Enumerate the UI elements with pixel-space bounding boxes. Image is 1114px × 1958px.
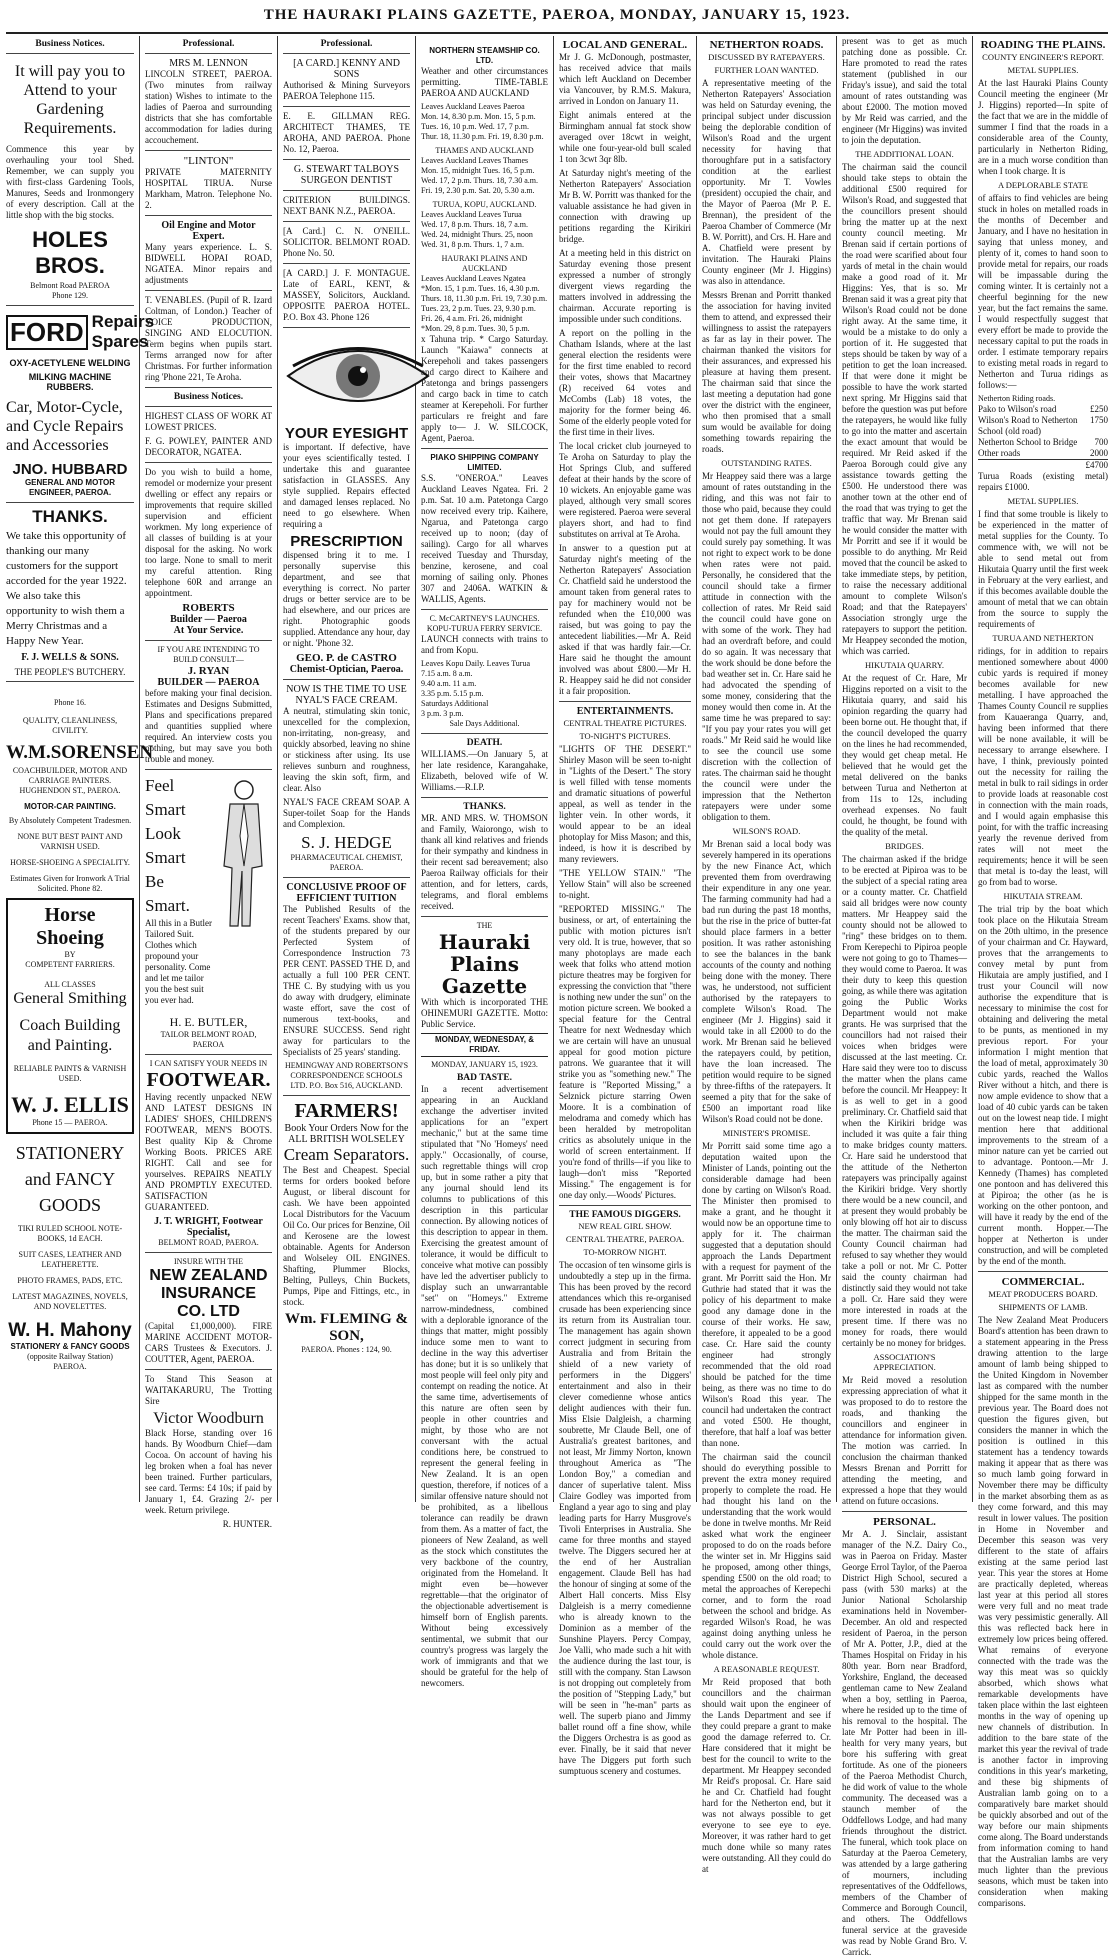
- nyal-heading: NOW IS THE TIME TO USE NYAL'S FACE CREAM.: [286, 684, 407, 706]
- entertainments-sub: CENTRAL THEATRE PICTURES.: [563, 718, 687, 728]
- section-heading: Business Notices.: [173, 392, 244, 402]
- smart-body: All this in a Butler Tailored Suit. Clothes which propound your personality. Come and let me tailor you the best suit you ever had.: [145, 918, 212, 1005]
- eyesight-heading: YOUR EYESIGHT: [284, 425, 409, 442]
- lennon-body: LINCOLN STREET, PAEROA. (Two minutes from railway station) Wishes to intimate to the ladies of Paeroa and surrounding districts that she has comfortable accommodation for ladies during accouchement.: [145, 69, 272, 145]
- gillman-ad: E. E. GILLMAN REG. ARCHITECT THAMES, TE AROHA, AND PAEROA. Phone No. 12, Paeroa.: [283, 111, 410, 154]
- entertainments-tonight: TO-NIGHT'S PICTURES.: [579, 731, 671, 741]
- timetable-kopu: Leaves Kopu Daily. Leaves Turua 7.15 a.m. 8 a.m. 9.40 a.m. 11 a.m. 3.35 p.m. 5.15 p.m. Saturdays Additional 3 p.m. 3 p.m.: [421, 659, 531, 718]
- subheading: THE ADDITIONAL LOAN.: [855, 149, 954, 159]
- column-divider: [696, 36, 697, 1502]
- holes-bros-address: Belmont Road PAEROA: [30, 281, 110, 290]
- local-general-heading: LOCAL AND GENERAL.: [562, 39, 688, 51]
- roberts-name: ROBERTS: [182, 602, 235, 614]
- column-shipping: [417, 36, 552, 1688]
- roading-sub: COUNTY ENGINEER'S REPORT.: [982, 52, 1104, 62]
- ford-ad: [6, 312, 155, 352]
- sorensen-line: HUGHENDON ST., PAEROA.: [19, 786, 121, 795]
- tailored-man-illustration: [212, 776, 272, 936]
- article-paragraph: ridings, for in addition to repairs mentioned somewhere about 4000 cubic yards is required if money becomes available for new metalling. I have approached the Thames County Council re supplies from Kauaeranga Quarry, and, having been informed that there will be none available, it will be necessary to arrange elsewhere. I have, I think, previously pointed out the necessity for railing the metal in bulk to rail sidings in order to provide loads at reasonable cost in connection with the main roads, and I would again emphasise this point, for with the traffic increasing yearly the revenue derived from rates will not meet the requirements; hence it will be seen that metal is to-day the least, will go from bad to worse.: [978, 646, 1108, 887]
- sorensen-line: NONE BUT BEST PAINT AND VARNISH USED.: [17, 832, 123, 851]
- roberts-sub: At Your Service.: [173, 625, 244, 636]
- smart-line: Look Smart: [145, 824, 186, 867]
- commercial-heading: COMMERCIAL.: [1001, 1276, 1085, 1288]
- column-divider: [139, 36, 140, 1502]
- ryan-sub: BUILDER — PAEROA: [157, 677, 260, 688]
- news-item: Eight animals entered at the Birmingham annual fat stock show averaged over 18cwt in weight, while one four-year-old bull scaled 1 ton 3cwt 3qr 8lb.: [559, 110, 691, 164]
- venables-ad: T. VENABLES. (Pupil of R. Izard Coltman, of London.) Teacher of VOICE PRODUCTION, SINGING AND ELOCUTION. Term begins when pupils start. Terms arranged now for after Christmas. For further information ring 'Phone 221, Te Aroha.: [145, 295, 272, 382]
- subheading: TURUA AND NETHERTON: [992, 633, 1094, 643]
- column-netherton-continued: [838, 36, 971, 1957]
- hauraki-note: x Tahuna trip. * Cargo Saturday. Launch "Kaiawa" connects at Kerepeholi and takes passengers and cargo direct to Kaihere and Patetonga and brings passengers and cargo back in time to catch steamer at Kerepeholi. For further particulars re freight and fare apply to— J. W. SILCOCK, Agent, Paeroa.: [421, 334, 548, 443]
- wells-name: F. J. WELLS & SONS.: [21, 652, 119, 663]
- column-divider: [972, 36, 973, 1502]
- column-local-general: [555, 36, 695, 1776]
- article-paragraph: Mr A. J. Sinclair, assistant manager of the N.Z. Dairy Co., was in Paeroa on Friday. Master George Errol Taylor, of the Paeroa District High School, secured a pass (with 530 marks) at the Junior National Scholarship examinations held in November-December. An old and respected resident of Paeroa, in the person of Mr A. Potter, J.P., died at the Thames Hospital on Friday in his 80th year. Born near Bradford, Yorkshire, England, the deceased gentleman came to New Zealand when a boy, settling in Paeroa, where he resided up to the time of his removal to the hospital. The late Mr Potter had been in ill-health for very many years, but bore his suffering with great fortitude. As one of the pioneers of the Paeroa Methodist Church, he did work of value to the whole community. The deceased was a staunch member of the Oddfellows Lodge, and had many friends throughout the district. The funeral, which took place on Saturday at the Paeroa Cemetery, was attended by a large gathering of mourners, including representatives of the Oddfellows, members of the Chamber of Commerce and Borough Council, and others. The Oddfellows funeral service at the graveside was read by Noble Grand Bro. V. Carrick.: [842, 1529, 967, 1957]
- subheading: METAL SUPPLIES.: [1007, 496, 1079, 506]
- nyal-soap: NYAL'S FACE CREAM SOAP. A Super-toilet Soap for the Hands and Complexion.: [283, 797, 410, 829]
- gazette-sub: With which is incorporated THE OHINEMURI GAZETTE. Motto: Public Service.: [421, 997, 548, 1029]
- subheading: HIKUTAIA STREAM.: [1003, 891, 1083, 901]
- insure-head: INSURE WITH THE: [173, 1257, 244, 1266]
- riding-heading: Netherton Riding roads.: [978, 394, 1056, 403]
- article-paragraph: present was to get as much patching done as possible. Cr. Hare promoted to read the rates statement (published in our Friday's issue), and said the total amount of rates outstanding was about £2000. The motion moved by Mr Reid was carried, and the engineer (Mr Higgins) was invited to join the deputation.: [842, 36, 967, 145]
- montague-ad: [A CARD.] J. F. MONTAGUE. Late of EARL, KENT, & MASSEY, Solicitors, Auckland. OPPOSITE PAEROA HOTEL. P.O. Box 43. Phone 126: [283, 268, 410, 322]
- powley-head: HIGHEST CLASS OF WORK AT LOWEST PRICES.: [145, 411, 272, 432]
- article-paragraph: At the last Hauraki Plains County Council meeting the engineer (Mr J. Higgins) reported—In spite of the fact that we are in the middle of summer I find that the roads in a considerable area of the County, particularly in Netherton Riding, are in a much worse condition than when I took charge. It is: [978, 78, 1108, 176]
- holes-bros-name: HOLES BROS.: [32, 227, 108, 278]
- section-heading: Business Notices.: [35, 39, 105, 49]
- diggers-heading: THE FAMOUS DIGGERS.: [569, 1210, 681, 1220]
- smart-line: Be Smart.: [145, 872, 190, 915]
- diggers-sub: CENTRAL THEATRE, PAEROA.: [565, 1234, 685, 1244]
- hubbard-sub: GENERAL AND MOTOR ENGINEER, PAEROA.: [24, 478, 116, 497]
- estimate-table: [978, 404, 1108, 471]
- article-paragraph: Mr Porritt said some time ago a deputation waited upon the Minister of Lands, pointing out the considerable damage had been done by carting on Wilson's Road. The Minister then promised to make a grant, and he thought it would now be an opportune time to apply for it. The chairman suggested that a deputation should approach the Lands Department with a request for payment of the grant. Mr Porritt said the Hon. Mr Guthrie had stated that it was the policy of his department to make good any damage done in the course of their works. He saw, therefore, it appealed to be a good case. Cr. Hare said the county engineer had strongly recommended that the old road should be patched for the time being, as there was no time to do Wilson's Road this year. The council had undertaken the contract and voted £500. He thought, therefore, that half a loaf was better than none.: [702, 1141, 831, 1448]
- subheading: MEAT PRODUCERS BOARD.: [988, 1289, 1098, 1299]
- car-repairs: Car, Motor-Cycle, and Cycle Repairs and Accessories: [6, 399, 124, 454]
- hedge-sub: PHARMACEUTICAL CHEMIST, PAEROA.: [290, 853, 403, 872]
- article-paragraph: The chairman said the council should take steps to obtain the additional £500 required for Wilson's Road, and suggested that the councillors present should bring the matter up at the next county council meeting. Mr Brenan said if certain portions of the road were scarified about four yards of metal in the chain would make a good road of it. Mr Higgins: Yes, that is so. Mr Brenan said it was a great pity that Wilson's Road could not be done right away. At the same time, it would be a mistake to do only a portion of it. He suggested that steps should be taken by way of a petition to get the loan increased. If that were done it might be possible to have the work started next spring. Mr Higgins said that before the question was put before the ratepayers, he would like fully to go into the matter and ascertain the exact amount that would be required. Mr Reid asked if the Paeroa Borough could give any assistance towards getting the £500. He understood there was another town at the other end of the road that was trying to get the traffic that way. Mr Brenan said he would consider the matter with Mr Porritt and see if it would be possible to do anything. Mr Reid moved that the council be asked to take immediate steps, by petition, to raise the necessary additional amount to complete Wilson's Road; and that the Ratepayers' Association strongly urge the ratepayers to support the petition. Mr Heappey seconded the motion, which was carried.: [842, 162, 967, 656]
- criterion-ad: CRITERION BUILDINGS. NEXT BANK N.Z., PAEROA.: [283, 195, 410, 216]
- thanks-heading: THANKS.: [32, 507, 108, 526]
- article-paragraph: Mr Brenan said a local body was severely hampered in its operations by the new Finance Act, which prevented them from overdrawing their expenditure in any one year. The farming community had had a bad run during the past 18 months, but the rise in the price of butter-fat should place farmers in a better position. It was rather astonishing to see the balances in the bank accounts of the county and nothing being done with the money. There was, he understood, not sufficient authorised by the ratepayers to complete Wilson's Road. The engineer (Mr J. Higgins) said it would take in all £2000 to do the work. Mr Brenan said he believed the ratepayers could, by petition, have the loan increased. The petition would require to be signed by three-fifths of the ratepayers. It seemed a pity that for the sake of £500 an important road like Wilson's Road could not be done.: [702, 839, 831, 1124]
- all-classes: ALL CLASSES: [44, 980, 96, 989]
- garden-ad-headline: It will pay you to Attend to your Gardening Requirements.: [14, 63, 126, 137]
- netherton-sub: DISCUSSED BY RATEPAYERS.: [708, 52, 825, 62]
- article-paragraph: At the request of Cr. Hare, Mr Higgins reported on a visit to the Hikutaia quarry, and said his opinion regarding the quarry had been borne out. He thought that, if the council developed the quarry on the lines he had recommended, they would get cheap metal. He believed that he would get the metal delivered on the banks between Turua and Netherton at from 11s to 12s, including overhead expenses. No fault could, he thought, be found with the quality of the metal.: [842, 673, 967, 837]
- ellis-phone: Phone 15 — PAEROA.: [32, 1118, 108, 1127]
- horse-shoeing-title: Horse Shoeing: [36, 904, 104, 949]
- article-paragraph: I find that some trouble is likely to be experienced in the matter of metal supplies for the County. To commence with, we will not be able to send metal out from Hikutaia Quarry until the first week in February at the very earliest, and if this becomes available double the amount of metal that we can obtain from the source to supply the requirements of: [978, 509, 1108, 629]
- powley-ad: F. G. POWLEY, PAINTER AND DECORATOR, NGATEA.: [145, 436, 272, 457]
- news-item: In answer to a question put at Saturday night's meeting of the Netherton Ratepayers' Association Cr. Chatfield said he understood the amount taken from general rates to pay for machinery would not be refunded when the £10,000 was raised, but was going to pay the antecedent liabilities.—Mr A. Reid asked if that was hardly fair.—Cr. Hare said he thought the amount involved was about £800.—Mr H. R. Heappey said he did not consider it a fair proposition.: [559, 543, 691, 696]
- mahony-sub: STATIONERY & FANCY GOODS: [10, 1342, 130, 1351]
- table-row: Netherton School to Bridge 700: [978, 437, 1108, 447]
- subheading: HIKUTAIA QUARRY.: [865, 660, 944, 670]
- hedge-name: S. J. HEDGE: [301, 833, 392, 852]
- article-paragraph: Turua Roads (existing metal) repairs £1000.: [978, 471, 1108, 492]
- thames-heading: THAMES AND AUCKLAND: [435, 146, 534, 155]
- farmers-heading: FARMERS!: [294, 1100, 399, 1122]
- proof-heading: CONCLUSIVE PROOF OF EFFICIENT TUITION: [286, 882, 407, 904]
- butler-ad: [145, 774, 272, 1009]
- victor-body: Black Horse, standing over 16 hands. By Woodburn Chief—dam Cocoa. On account of having his leg broken when a foal has never been trained. Further particulars, see card. Terms: £4 10s; if paid by January 1, £4. Grazing 2/- per week. Return privilege.: [145, 1428, 272, 1515]
- subheading: SHIPMENTS OF LAMB.: [998, 1302, 1088, 1312]
- ellis-name: W. J. ELLIS: [11, 1092, 129, 1117]
- subheading: A DEPLORABLE STATE: [998, 180, 1088, 190]
- thanks-body: We take this opportunity of thanking our many customers for the support accorded for the year 1922. We also take this opportunity to wish them a Merry Christmas and a Happy New Year.: [6, 530, 127, 647]
- section-heading: Professional.: [182, 39, 235, 49]
- hunter-signature: R. HUNTER.: [222, 1519, 272, 1529]
- piako-body: S.S. "ONEROA." Leaves Auckland Leaves Ngatea. Fri. 2 p.m. Sat. 10 a.m. Patetonga Cargo now received every trip. Kaihere, Ngarua, and Patetonga cargo received up to noon; (day of sailing). Cargo for all wharves received Tuesday and Thursday, benzine, kerosene, and coal morning of sailing only. Phones 307 and 2406A. WATKIN & WALLIS, Agents.: [421, 473, 548, 604]
- mahony-name: W. H. Mahony: [8, 1320, 132, 1341]
- gazette-nameplate: Hauraki Plains Gazette: [438, 930, 531, 998]
- article-paragraph: Mr Reid moved a resolution expressing appreciation of what it was proposed to do to restore the roads, and thanking the councillors and engineer in attendance for information given. The motion was carried. In conclusion the chairman thanked Messrs Brenan and Porritt for attending the meeting, and expressed a hope that they would attend on future occasions.: [842, 1375, 967, 1506]
- gazette-the: THE: [476, 921, 493, 930]
- butler-sub: TAILOR BELMONT ROAD, PAEROA: [160, 1030, 257, 1049]
- nz-insurance-name: NEW ZEALAND INSURANCE CO. LTD: [149, 1267, 268, 1320]
- subheading: MINISTER'S PROMISE.: [722, 1128, 811, 1138]
- lennon-name: MRS M. LENNON: [169, 58, 248, 69]
- article-paragraph: The chairman said the council should do everything possible to prevent the extra money required properly to complete the road. He had thought his land on the understanding that the work would be done in twelve months. Mr Reid asked what work the engineer proposed to do on the roads before the winter set in. Mr Higgins said he proposed, among other things, spending £500 on the old road; to metal the approaches of Kerepechi corner, and to form the road between the school and bridge. As regarded Wilson's Road, he was against doing anything unless he could carry out the work over the whole distance.: [702, 1452, 831, 1660]
- diggers-body: The occasion of ten winsome girls is undoubtedly a step up in the firma. This has been proved by the record attendances which this re-organised crusade has been experiencing since its return from its Australian tour. The management has again shown correct judgment in securing from Australia and from Britain the shield of a new variety of performers in the Diggers' entertainment and also in their clever comedienne whose antics delight audiences with their fun. Miss Elsie Dalgleish, a charming soubrette, Mr Claude Bell, one of Australia's greatest baritones, and not least, Mr Jimmy Norton, known throughout America as "The London Boy," a comedian and dancer of superlative talent. Miss Claire Godley was imported from England a year ago to sing and play leading parts for Harry Musgrove's Tivoli Enterprises in Australia. She came for three months and stayed twelve. The Diggers secured her at the end of her Australian engagement. Claude Bell has had the honour of singing at some of the Albert Hall concerts. Miss Elsy Dalgleish is a merry comedienne who is already known to the Dominion as a member of the Sunshine Players. Percy Compay, Joe Valli, who made such a hit with the audience during the last tour, is still with the company. Stan Lawson is not dropping out completely from the position of "Stepping Lady," but will be seen in "he-man" parts as well. The superb piano and Jimmy ballet round off a fine show, while the Diggers Orchestra is as good as ever. Finally, be it said that never have The Diggers put forth such sumptuous scenery and costumes.: [559, 1260, 691, 1776]
- talboys-name: G. STEWART TALBOYS SURGEON DENTIST: [293, 164, 400, 186]
- subheading: ASSOCIATION'S APPRECIATION.: [873, 1352, 936, 1372]
- subheading: OUTSTANDING RATES.: [721, 458, 812, 468]
- entertainment-item: "THE YELLOW STAIN." "The Yellow Stain" will also be screened to-night.: [559, 868, 691, 900]
- personal-heading: PERSONAL.: [873, 1516, 936, 1528]
- news-item: Mr J. G. McDonough, postmaster, has received advice that mails which left Auckland on December via Vancouver, by R.M.S. Makura, arrived in London on January 11.: [559, 52, 691, 106]
- subheading: METAL SUPPLIES.: [1007, 65, 1079, 75]
- ford-repairs: Repairs: [91, 312, 155, 331]
- table-row: Pako to Wilson's road £250: [978, 404, 1108, 414]
- sorensen-name: W.M.SORENSEN: [6, 742, 154, 763]
- wright-name: J. T. WRIGHT, Footwear Specialist,: [154, 1216, 263, 1238]
- ryan-name: J. RYAN: [187, 665, 230, 677]
- diggers-sub: TO-MORROW NIGHT.: [583, 1247, 667, 1257]
- stationery-line: PHOTO FRAMES, PADS, ETC.: [17, 1276, 123, 1285]
- roberts-body: Do you wish to build a home, remodel or modernize your present dwelling or effect any repairs or improvements that require skilled supervision and efficient workmen. My long experience of all classes of building is at your disposal for the asking. No work too large. None to small to merit my careful attention. Ring telephone 60R and arrange an appointment.: [145, 467, 272, 598]
- table-row: Other roads 2000: [978, 448, 1108, 458]
- milking-rubbers: MILKING MACHINE RUBBERS.: [28, 372, 112, 392]
- netherton-heading: NETHERTON ROADS.: [709, 39, 824, 51]
- news-item: At Saturday night's meeting of the Netherton Ratepayers' Association Mr B. W. Porritt was thanked for the valuable assistance he had given in connection with drawing up petitions regarding the Kirikiri bridge.: [559, 168, 691, 244]
- piako-heading: PIAKO SHIPPING COMPANY LIMITED.: [430, 453, 539, 472]
- gazette-date: MONDAY, JANUARY 15, 1923.: [431, 1060, 538, 1069]
- hubbard-name: JNO. HUBBARD: [12, 461, 128, 478]
- article-paragraph: The trial trip by the boat which took place on the Hikutaia Stream on the 20th ultimo, in the presence of your chairman and Cr. Hayward, proves that the arrangements to convey metal by punt from Hikutaia are amply justified, and I trust your Council will now authorise the expenditure that is necessary to minimise the cost for obtaining and delivering the metal to be punts, as mentioned in my previous report. For your information I might mention that the load of metal, approximately 30 cubic yards, reached the Wallos River without a hitch, and there is now ample evidence to show that a load of 40 cubic yards can be taken out on the lowest neap tide. I might mention here that additional improvements to the stream of a minor nature can yet be carried out to advantage. Pontoon.—Mr J. Kennedy (Thames) has completed one pontoon and has delivered this at Pipiroa; the other (as he is working on the other pontoon, and will have it ready by the end of the current month. Hopper.—The hopper at Netherton is under construction, and will be completed by the end of the month.: [978, 904, 1108, 1266]
- prescription-heading: PRESCRIPTION: [290, 533, 403, 550]
- timetable-turua: Leaves Auckland Leaves Turua Wed. 17, 8 p.m. Thurs. 18, 7 a.m. Wed. 24, midnight Thurs. 25, noon Wed. 31, 8 p.m. Thurs. 1, 7 a.m.: [421, 210, 533, 249]
- masthead-rule: [6, 32, 1108, 34]
- editorial-heading: BAD TASTE.: [456, 1073, 513, 1083]
- general-smithing: General Smithing: [13, 990, 127, 1007]
- thanks-heading: THANKS.: [463, 802, 506, 812]
- table-row: £4700: [978, 459, 1108, 471]
- entertainments-heading: ENTERTAINMENTS.: [576, 706, 674, 717]
- mahony-opposite: (opposite Railway Station): [27, 1352, 113, 1361]
- ford-spares: Spares: [91, 332, 149, 351]
- stationery-line: TIKI RULED SCHOOL NOTE-BOOKS, 1d EACH.: [17, 1224, 123, 1243]
- eyesight-body: is important. If defective, have your eyes scientifically tested. I undertake this and guarantee satisfaction in GLASSES. Any style supplied. Repairs effected and damaged lenses replaced. No need to go elsewhere. When requiring a: [283, 442, 410, 529]
- article-paragraph: A representative meeting of the Netherton Ratepayers' Association was held on Saturday evening, the principal subject under discussion being the deplorable condition of Wilson's Road and the urgent necessity for having that thoroughfare put in a satisfactory condition at the earliest opportunity. Mr T. Vowles (president) occupied the chair, and the Mayor of Paeroa (Mr P. E. Brennan), the president of the Paeroa Chamber of Commerce (Mr B. W. Porritt), and Crs. H. Hare and A. Chatfield were present by invitation. The Hauraki Plains County engineer (Mr J. Higgins) was also in attendance.: [702, 78, 831, 286]
- roading-heading: ROADING THE PLAINS.: [980, 39, 1106, 51]
- steamship-body: Weather and other circumstances permitting. TIME-TABLE PAEROA AND AUCKLAND: [421, 66, 548, 98]
- entertainment-item: "REPORTED MISSING." The business, or art, of entertaining the public with motion pictures isn't very old. It is true, however, that so many photoplays are made each week that folks who attend motion picture theatres may be forgiven for expressing the conviction that "there is nothing new under the sun" on the motion picture screen. We booked a special feature for the Central Theatre for next Wednesday which we are certain will have an unusual appeal for good motion picture patrons. We guarantee that it will strike you as "something new." The feature is "Reported Missing," a Selznick picture starring Owen Moore. It is a combination of melodrama and comedy which has been heralded by metropolitan critics as absolutely unique in the world of screen entertainment. If you're fond of thrills—if you like to laugh—don't miss "Reported Missing." The engagement is for one day only.—Woods' Pictures.: [559, 904, 691, 1200]
- diggers-sub: NEW REAL GIRL SHOW.: [578, 1221, 672, 1231]
- fleming-name: Wm. FLEMING & SON,: [285, 1311, 408, 1344]
- hemingway-name: HEMINGWAY AND ROBERTSON'S CORRESPONDENCE SCHOOLS LTD. P.O. Box 516, AUCKLAND.: [284, 1061, 409, 1090]
- column-divider: [415, 36, 416, 1502]
- death-heading: DEATH.: [466, 738, 503, 748]
- roberts-sub: Builder — Paeroa: [170, 614, 247, 625]
- mccartney-body: LAUNCH connects with trains to and from Kopu.: [421, 634, 548, 655]
- horse-shoeing-by: BY: [64, 950, 76, 959]
- column-professional: [141, 36, 276, 1529]
- quality-line: QUALITY, CLEANLINESS, CIVILITY.: [22, 716, 118, 735]
- death-body: WILLIAMS.—On January 5, at her late residence, Karangahake, Elizabeth, beloved wife of W. Williams.—R.I.P.: [421, 749, 548, 792]
- butchery-name: THE PEOPLE'S BUTCHERY.: [14, 667, 126, 677]
- nyal-body: A neutral, stimulating skin tonic, unexcelled for the complexion, non-irritating, non-greasy, and quickly absorbed, leaving no shine or stickiness after using. Its use relieves sunburn and roughness, leaving the skin soft, firm, and clear. Also: [283, 706, 410, 793]
- holes-bros-phone: Phone 129.: [52, 291, 88, 300]
- timetable-paeroa: Leaves Auckland Leaves Paeroa Mon. 14, 8.30 p.m. Mon. 15, 5 p.m. Tues. 16, 10 p.m. Wed. 17, 7 p.m. Thur. 18, 11.30 p.m. Fri. 19, 8.30 p.m.: [421, 102, 544, 141]
- ford-logo: FORD: [6, 315, 88, 350]
- mccartney-heading: C. McCARTNEY'S LAUNCHES. KOPU-TURUA FERRY SERVICE.: [426, 614, 543, 633]
- column-roading: [974, 36, 1112, 1908]
- wright-body: Having recently unpacked NEW AND LATEST DESIGNS IN LADIES' SHOES, CHILDREN'S FOOTWEAR, MEN'S BOOTS. Best quality Kip & Chrome Working Boots. PRICES ARE RIGHT. Call and see for yourselves. REPAIRS NEATLY AND PROMPTLY EXECUTED. SATISFACTION GUARANTEED.: [145, 1092, 272, 1212]
- article-paragraph: of affairs to find vehicles are being stuck in holes on metalled roads in the months of December and January, and I have no hesitation in saying that unless money, and plenty of it, comes to hand soon to provide metal for repairs, our roads will be impassable during the coming winter. It is certainly not a cheerful beginning for the new year, but the fact remains the same. I would respectfully suggest that every effort be made to provide the necessary capital to put the roads in order. I estimate temporary repairs to existing metal roads in regard to Netherton and Turua ridings as follows:—: [978, 193, 1108, 390]
- subheading: WILSON'S ROAD.: [732, 826, 801, 836]
- cream-separators-heading: Cream Separators.: [283, 1145, 410, 1164]
- sorensen-line: By Absolutely Competent Tradesmen.: [8, 816, 132, 825]
- ryan-head: IF YOU ARE INTENDING TO BUILD CONSULT—: [157, 645, 260, 664]
- section-heading: Professional.: [320, 39, 373, 49]
- table-row: Wilson's Road to Netherton School (old road) 1750: [978, 415, 1108, 436]
- column-professional-2: [279, 36, 414, 1502]
- linton-body: PRIVATE MATERNITY HOSPITAL TIRUA. Nurse Markham, Matron. Telephone No. 2.: [145, 167, 272, 210]
- column-divider: [277, 36, 278, 1502]
- subheading: BRIDGES.: [885, 841, 924, 851]
- oneill-ad: [A Card.] C. N. O'NEILL. SOLICITOR. BELMONT ROAD. Phone No. 50.: [283, 226, 410, 258]
- farmers-body: Book Your Orders Now for the ALL BRITISH WOLSELEY: [284, 1123, 409, 1145]
- column-divider: [553, 36, 554, 1502]
- smart-line: Feel Smart: [145, 776, 186, 819]
- fleming-sub: PAEROA. Phones : 124, 90.: [301, 1345, 392, 1354]
- news-item: At a meeting held in this district on Saturday evening those present expressed a number of strongly divergent views regarding the matters involved in addressing the chairman. Accurate reporting is impossible under such conditions.: [559, 248, 691, 324]
- sorensen-line: MOTOR-CAR PAINTING.: [24, 802, 116, 811]
- nz-insurance-body: (Capital £1,000,000). FIRE MARINE ACCIDENT MOTOR-CARS Trustees & Executors. J. COUTTER, Agent, PAEROA.: [145, 1321, 272, 1364]
- sorensen-line: COACHBUILDER, MOTOR AND CARRIAGE PAINTERS.: [12, 766, 128, 785]
- phone-16: Phone 16.: [54, 698, 86, 707]
- thanks-body: MR. AND MRS. W. THOMSON and Family, Waiorongo, wish to thank all kind relatives and friends for their sympathy and kindness in their recent sad bereavement; also Paeroa Railway officials for their attention, and for letters, cards, telegrams, and floral emblems received.: [421, 813, 548, 911]
- horse-shoeing-ad: [6, 898, 134, 1134]
- footwear-heading: FOOTWEAR.: [146, 1069, 271, 1091]
- kenny-body: Authorised & Mining Surveyors PAEROA Telephone 115.: [283, 80, 410, 101]
- hauraki-heading: HAURAKI PLAINS AND AUCKLAND: [441, 254, 528, 273]
- column-divider: [836, 36, 837, 1502]
- news-item: A report on the polling in the Chatham Islands, where at the last general election the residents were for the first time enabled to record their votes, shows that Macartney (R) received 64 votes and McCombs (Lab) 18 votes, the majority for the former being 46. Some of the elderly people voted for the first time in their lives.: [559, 328, 691, 437]
- turua-heading: TURUA, KOPU, AUCKLAND.: [432, 200, 537, 209]
- column-business-notices: [2, 36, 155, 1502]
- steamship-heading: NORTHERN STEAMSHIP CO. LTD.: [429, 46, 540, 65]
- column-netherton-roads: [698, 36, 835, 1874]
- cream-separators-body: The Best and Cheapest. Special terms for orders booked before August, or liberal discount for cash. We have been appointed Local Distributors for the Vacuum Oil Co. Our prices for Benzine, Oil and Kerosene are the lowest obtainable. Agents for Anderson and Wolseley OIL ENGINES. Shafting, Plummer Blocks, Belting, Pulleys, Chin Buckets, Pumps, Pipe and Fittings, etc., in stock.: [283, 1165, 410, 1307]
- article-paragraph: The New Zealand Meat Producers Board's attention has been drawn to a statement appearing in the Press drawing attention to the large amount of lamb being shipped to the United Kingdom in November last as compared with the number shipped for the same month in the previous year. The Board does not question the figures given, but considers the manner in which the position is outlined in this statement has a tendency towards making it appear that as there was so much lamb going forward in November there may be difficulty in the market absorbing them as as they come forward, and this may result in lower values. The position in Home in November and December this season was very different to the state of affairs existing at the same period last year. This year the stores at Home are practically depleted, whereas last year at this period all stores were very full and no meat trade was very pessimistic generally. All this was reflected back here in extremely low prices being offered. What remains of everyone connected with the trade was the way this meat was so quickly absorbed, which shows what remarkable developments have taken place within the last eighteen months in the way of opening up new channels of distribution. In addition to the bare state of the market this year the revival of trade is another factor in improving conditions in this year's marketing, and these big shipments of Australian lamb going on to a comparatively bare market should be quickly absorbed and out of the way before our main shipments come along. The Board understands from information coming to hand that the Australian lambs are very much lighter than the previous seasons, which must be taken into consideration when making comparisons.: [978, 1315, 1108, 1908]
- coach-building: Coach Building and Painting.: [19, 1017, 121, 1054]
- timetable-thames: Leaves Auckland Leaves Thames Mon. 15, midnight Tues. 16, 5 p.m. Wed. 17, 2 p.m. Thurs. 18, 7.30 a.m. Fri. 19, 2.30 p.m. Sat. 20, 5.30 a.m.: [421, 156, 538, 195]
- oil-engine-heading: Oil Engine and Motor Expert.: [161, 220, 256, 242]
- kenny-name: [A CARD.] KENNY AND SONS: [293, 58, 400, 80]
- stationery-heading: STATIONERY and FANCY GOODS: [15, 1143, 125, 1215]
- entertainment-item: "LIGHTS OF THE DESERT." Shirley Mason will be seen to-night in "Lights of the Desert." The story is well filled with tense moments and dramatic situations of powerful appeal, as well as tender in the lighter vein. In other words, it would appear to be an ideal photoplay for Miss Mason; and this, indeed, is how it is described by many reviewers.: [559, 744, 691, 864]
- article-paragraph: The chairman asked if the bridge to be erected at Pipiroa was to be the subject of a special rating area or a county matter. Cr. Chatfield said all bridges were now county matters. Mr Heappey said the county should not be allowed to "ring" these bridges on to them. From Kerepechi to Pipiroa people were not going to go to Thames—they would come to Paeroa. It was their duty to keep this question going, as while there was agitation going the Public Works Department would not make grants. He was surprised that the councillors had not raised their voices when bridges were discussed at the last meeting. Cr. Hare said they were too to discuss the matter when the plans came before the council. Mr Heappey: It is as well to get in a good preliminary. Cr. Chatfield said that when the Kirikiri bridge was included it was quite a fair thing to make bridges county matters. Cr. Hare said he understood that the attitude of the Netherton ratepayers was principally against the Kirikiri bridge. Very shortly there would be a new council, and at present they would probably be only blowing off hot air to discuss the matter. The chairman said the County Council chairman had refused to say whether they would take a poll or not. Mr C. Potter said the county chairman had distinctly said they would not take a poll. Cr. Hare said they were more interested in roads at the present time. If there was no money for roads, there would certainly be no money for bridges.: [842, 854, 967, 1348]
- sorensen-line: Estimates Given for Ironwork A Trial Solicited. Phone 82.: [10, 874, 130, 893]
- masthead: THE HAURAKI PLAINS GAZETTE, PAEROA, MONDAY, JANUARY 15, 1923.: [263, 7, 851, 23]
- subheading: A REASONABLE REQUEST.: [713, 1664, 820, 1674]
- ryan-body: before making your final decision. Estimates and Designs Submitted, Plans and specifications prepared and quantities supplied where required. An interview costs you nothing, but may save you both trouble and money.: [145, 688, 272, 764]
- proof-body: The Published Results of the recent Teachers' Exams. show that, of the students prepared by our Perfected System of Correspondence Instruction 73 PER CENT. PASSED THE D, and actually a full 100 PER CENT. THE C. By studying with us you do away with drudgery, eliminate waste effort, save the cost of numerous text-books, and ENSURE SUCCESS. Send right away for particulars to the Specialists of 25 years' standing.: [283, 904, 410, 1057]
- article-paragraph: Mr Heappey said there was a large amount of rates outstanding in the riding, and this was not fair to those who paid, because they could not get them done. If ratepayers would not pay the full amount they could surely pay something. It was not right to expect work to be done when rates were not paid. Personally, he considered that the council should take a firmer attitude in connection with the collection of rates. Mr Reid said the council could have gone on with some of the work. They had had an overdraft before, and could do so again. It was necessary that the work should be done before the bad weather set in. Cr. Hare said he had advocated the spending of some money, considering that the money would then come in. At the same time he was prepared to say: "If you pay your rates you will get roads." Mr Reid said he would like to see the council use some discretion with the collection of rates. The chairman said he thought the council were under the impression that the Netherton ratepayers were under some obligation to them.: [702, 471, 831, 822]
- prescription-body: dispensed bring it to me. I personally supervise this department, and see that everything is correct. No parter drugs or better service are to be had elsewhere, and our prices are right. Photographic goods supplied. Attendance any hour, day or night. 'Phone 32.: [283, 550, 410, 648]
- castro-name: GEO. P. de CASTRO: [296, 652, 397, 664]
- mahony-town: PAEROA.: [53, 1362, 87, 1371]
- eye-illustration: [283, 336, 433, 416]
- linton-name: "LINTON": [183, 155, 234, 167]
- article-paragraph: Mr Reid proposed that both councillors and the chairman should wait upon the engineer of the Lands Department and see if they could prepare a grant to make good the damage referred to. Cr. Hare considered that it might be best for the council to write to the department. Mr Heappey seconded Mr Reid's proposal. Cr. Hare said he and Cr. Chatfield had fought hard for the Netherton end, but it was not always possible to get everyone to see eye to eye. Moreover, it was rather hard to get much done while so many rates were outstanding. All they could do at: [702, 1677, 831, 1874]
- garden-ad-body: Commence this year by overhauling your tool Shed. Remember, we can supply you with first-class Gardening Tools, Manures, Seeds and Ironmongery of every description. Call at the little shop with the big stocks.: [6, 144, 134, 220]
- sale-days: Sale Days Additional.: [449, 719, 520, 728]
- oil-engine-body: Many years experience. L. S. BIDWELL HOPAI ROAD, NGATEA. Minor repairs and adjustments: [145, 242, 272, 285]
- reliable-paints: RELIABLE PAINTS & VARNISH USED.: [13, 1064, 127, 1083]
- gazette-days: MONDAY, WEDNESDAY, & FRIDAY.: [421, 1033, 548, 1057]
- butler-name: H. E. BUTLER,: [169, 1015, 248, 1029]
- timetable-hauraki: Leaves Auckland Leaves Ngatea *Mon. 15, 1 p.m. Tues. 16, 4.30 p.m. Thurs. 18, 11.30 p.m. Fri. 19, 7.30 p.m. Tues. 23, 2 p.m. Tues. 23, 9.30 p.m. Fri. 26, 4 a.m. Fri. 26, midnight *Mon. 29, 8 p.m. Tues. 30, 5 p.m.: [421, 274, 548, 333]
- horse-shoeing-farriers: COMPETENT FARRIERS.: [25, 960, 115, 969]
- oxy-welding: OXY-ACETYLENE WELDING: [9, 358, 131, 368]
- stationery-line: SUIT CASES, LEATHER AND LEATHERETTE.: [18, 1250, 122, 1269]
- netherton-sub: FURTHER LOAN WANTED.: [714, 65, 819, 75]
- wright-head: I CAN SATISFY YOUR NEEDS IN: [149, 1059, 268, 1068]
- article-paragraph: Messrs Brenan and Porritt thanked the association for having invited them to attend, and expressed their willingness to assist the ratepayers as far as lay in their power. The chairman thanked the visitors for their assurances, and expressed his pleasure at having them present. The chairman said that since the last meeting a deputation had gone over the district with the engineer, who then promised that a small sum would be available for doing something towards repairing the roads.: [702, 290, 831, 454]
- victor-woodburn-name: Victor Woodburn: [153, 1410, 264, 1427]
- news-item: The local cricket club journeyed to Te Aroha on Saturday to play the Hot Springs Club, and suffered defeat at their hands by the score of 10 wickets. An enjoyable game was played, although very small scores were registered. Paeroa were several players short, and had to find substitutes on arrival at Te Aroha.: [559, 441, 691, 539]
- stationery-line: LATEST MAGAZINES, NOVELS, AND NOVELETTES.: [12, 1292, 128, 1311]
- castro-sub: Chemist-Optician, Paeroa.: [289, 664, 404, 675]
- victor-head: To Stand This Season at WAITAKARURU, The Trotting Sire: [145, 1374, 272, 1406]
- editorial-body: In a recent advertisement appearing in an Auckland exchange the advertiser invited applications for an "expert mechanic," but at the same time stipulated that "No 'Homeys' need apply." Occasionally, of course, such regrettable things will crop up, but in some rather a pity that any journal should lend its columns to publications of this description in this particular connection. By allowing notices of this description to appear in them. Exercising the greatest amount of tolerance, it would be difficult to conceive what motive can possibly have led the advertiser publicly to display such an unwarrantable "set" on "Homeys." Extreme narrow-mindedness, combined with a deplorable ignorance of the things that matter, might possibly induce some men to want to decline in the way this advertiser has done; but it is so unlikely that most people will feel only pity and contempt on reading the notice. At the same time, advertisements of this nature are often seen by people in other countries and might, by those who are not conversant with the actual conditions here, be construed to represent the general feeling in New Zealand. It is an open question, therefore, if notices of a similar offensive nature should not be prohibited, as a libellous tolerance can readily be drawn from them. As a matter of fact, the pioneers of New Zealand, as well as the stock which constitutes the very backbone of the country, originated from the Homeland. It might even be—however regrettable—that the originator of the objectionable advertisement is himself born of English parents. Without being excessively sentimental, we submit that our country's progress was largely the work of immigrants and that we should be grateful for the help of newcomers.: [421, 1084, 548, 1688]
- sorensen-line: HORSE-SHOEING A SPECIALITY.: [10, 858, 130, 867]
- wright-address: BELMONT ROAD, PAEROA.: [158, 1238, 259, 1247]
